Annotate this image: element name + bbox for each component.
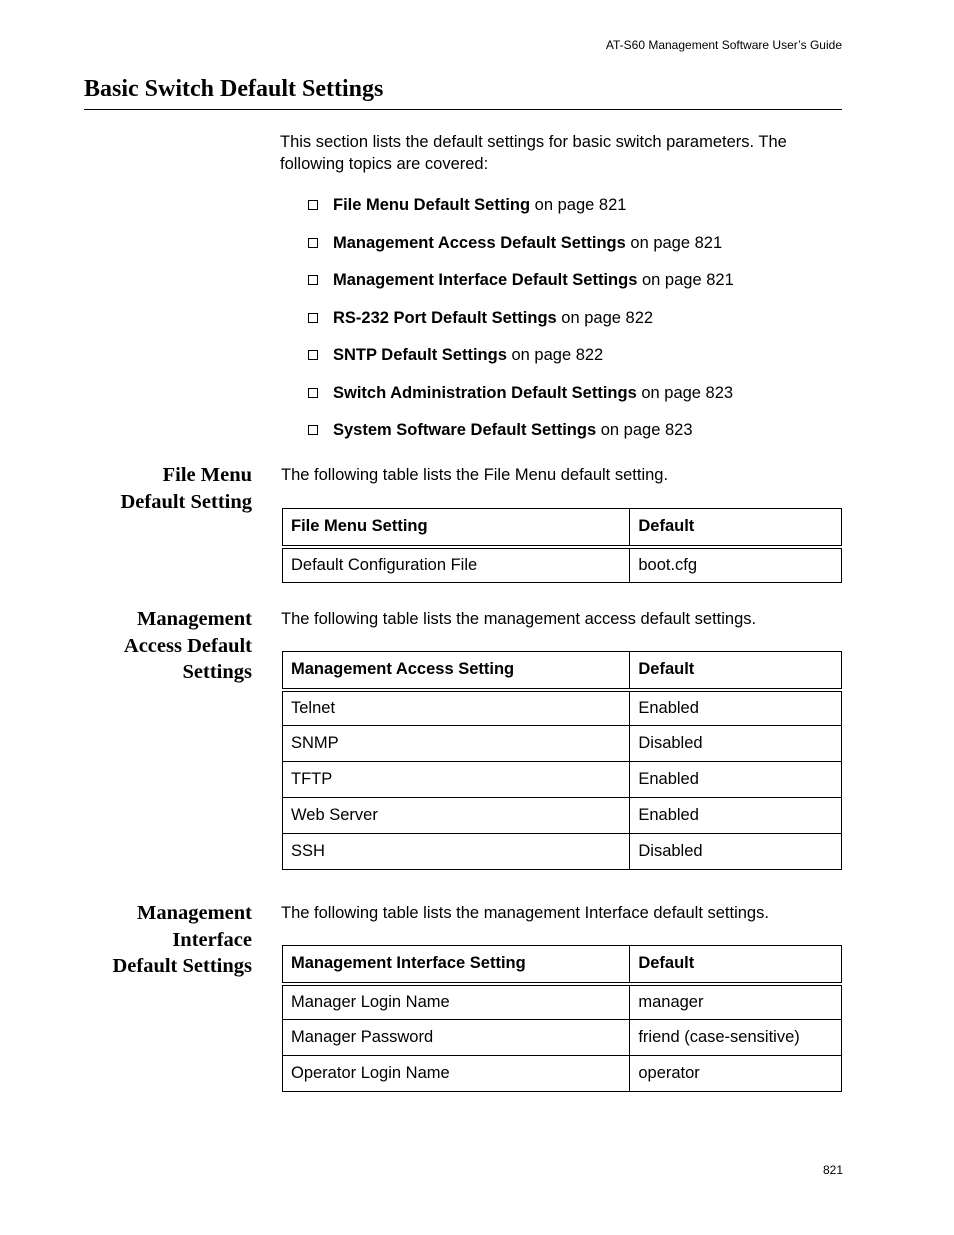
column-header: Default (630, 652, 842, 690)
topic-item[interactable] (308, 419, 734, 457)
title-rule (84, 109, 842, 110)
intro-paragraph: This section lists the default settings for basic switch parameters. The following topics are covered: (280, 133, 787, 173)
checkbox-bullet-icon (308, 350, 318, 360)
checkbox-bullet-icon (308, 313, 318, 323)
topic-link[interactable]: System Software Default Settings (333, 421, 597, 439)
default-cell: Enabled (630, 762, 842, 798)
setting-cell: Web Server (283, 798, 630, 834)
default-cell: Enabled (630, 690, 842, 726)
setting-cell: Manager Login Name (283, 984, 630, 1020)
topic-page-ref: on page 822 (506, 346, 604, 364)
setting-cell: TFTP (283, 762, 630, 798)
setting-cell: Telnet (283, 690, 630, 726)
topic-item[interactable] (308, 269, 734, 307)
table-row (283, 690, 842, 726)
topic-list (308, 194, 734, 457)
mgmt-access-table (282, 651, 842, 870)
column-header: Default (630, 946, 842, 984)
checkbox-bullet-icon (308, 200, 318, 210)
file-menu-intro: The following table lists the File Menu default setting. (281, 466, 669, 484)
topic-link[interactable]: Management Interface Default Settings (333, 271, 638, 289)
setting-cell: SNMP (283, 726, 630, 762)
topic-item[interactable] (308, 382, 734, 420)
checkbox-bullet-icon (308, 238, 318, 248)
setting-cell: Operator Login Name (283, 1056, 630, 1092)
running-header: AT-S60 Management Software User’s Guide (605, 38, 842, 52)
table-header-row (283, 509, 842, 547)
column-header: Management Interface Setting (283, 946, 630, 984)
table-row (283, 762, 842, 798)
topic-link[interactable]: File Menu Default Setting (333, 196, 531, 214)
heading-line: Settings (182, 661, 252, 683)
table-row (283, 984, 842, 1020)
page-title: Basic Switch Default Settings (84, 76, 384, 102)
heading-line: Default Settings (112, 955, 252, 977)
table-row (283, 1020, 842, 1056)
table-row (283, 1056, 842, 1092)
topic-page-ref: on page 821 (637, 271, 734, 289)
setting-cell: SSH (283, 834, 630, 870)
page-number: 821 (823, 1163, 844, 1177)
heading-line: Management (136, 608, 252, 630)
mgmt-interface-table (282, 945, 842, 1092)
file-menu-heading (120, 462, 252, 515)
topic-link[interactable]: Switch Administration Default Settings (333, 383, 637, 402)
table-row (283, 547, 842, 583)
heading-line: Interface (172, 928, 252, 951)
topic-link[interactable]: RS-232 Port Default Settings (333, 308, 557, 327)
checkbox-bullet-icon (308, 275, 318, 285)
topic-page-ref: on page 822 (556, 308, 654, 327)
topic-page-ref: on page 823 (636, 383, 734, 402)
setting-cell: Manager Password (283, 1020, 630, 1056)
checkbox-bullet-icon (308, 425, 318, 435)
topic-item[interactable] (308, 344, 734, 382)
default-cell: boot.cfg (630, 547, 842, 583)
heading-line: Default Setting (120, 490, 252, 513)
mgmt-interface-intro: The following table lists the management Interface default settings. (281, 904, 769, 922)
mgmt-access-heading (124, 606, 252, 686)
column-header: File Menu Setting (283, 509, 630, 547)
topic-link[interactable]: Management Access Default Settings (333, 233, 626, 252)
mgmt-access-intro: The following table lists the management access default settings. (281, 610, 757, 628)
topic-item[interactable] (308, 307, 734, 345)
topic-item[interactable] (308, 232, 734, 270)
table-header-row (283, 946, 842, 984)
checkbox-bullet-icon (308, 388, 318, 398)
default-cell: operator (630, 1056, 842, 1092)
mgmt-interface-heading (112, 900, 252, 980)
heading-line: File Menu (162, 464, 252, 486)
table-row (283, 834, 842, 870)
table-header-row (283, 652, 842, 690)
heading-line: Management (136, 902, 252, 924)
default-cell: Disabled (630, 834, 842, 870)
heading-line: Access Default (123, 634, 252, 657)
topic-page-ref: on page 821 (625, 233, 723, 252)
topic-item[interactable] (308, 194, 734, 232)
column-header: Default (630, 509, 842, 547)
topic-page-ref: on page 823 (596, 421, 693, 439)
file-menu-table (282, 508, 842, 583)
default-cell: Disabled (630, 726, 842, 762)
default-cell: Enabled (630, 798, 842, 834)
table-row (283, 798, 842, 834)
topic-page-ref: on page 821 (530, 196, 627, 214)
table-row (283, 726, 842, 762)
column-header: Management Access Setting (283, 652, 630, 690)
topic-link[interactable]: SNTP Default Settings (333, 346, 507, 364)
default-cell: manager (630, 984, 842, 1020)
setting-cell: Default Configuration File (283, 547, 630, 583)
default-cell: friend (case-sensitive) (630, 1020, 842, 1056)
